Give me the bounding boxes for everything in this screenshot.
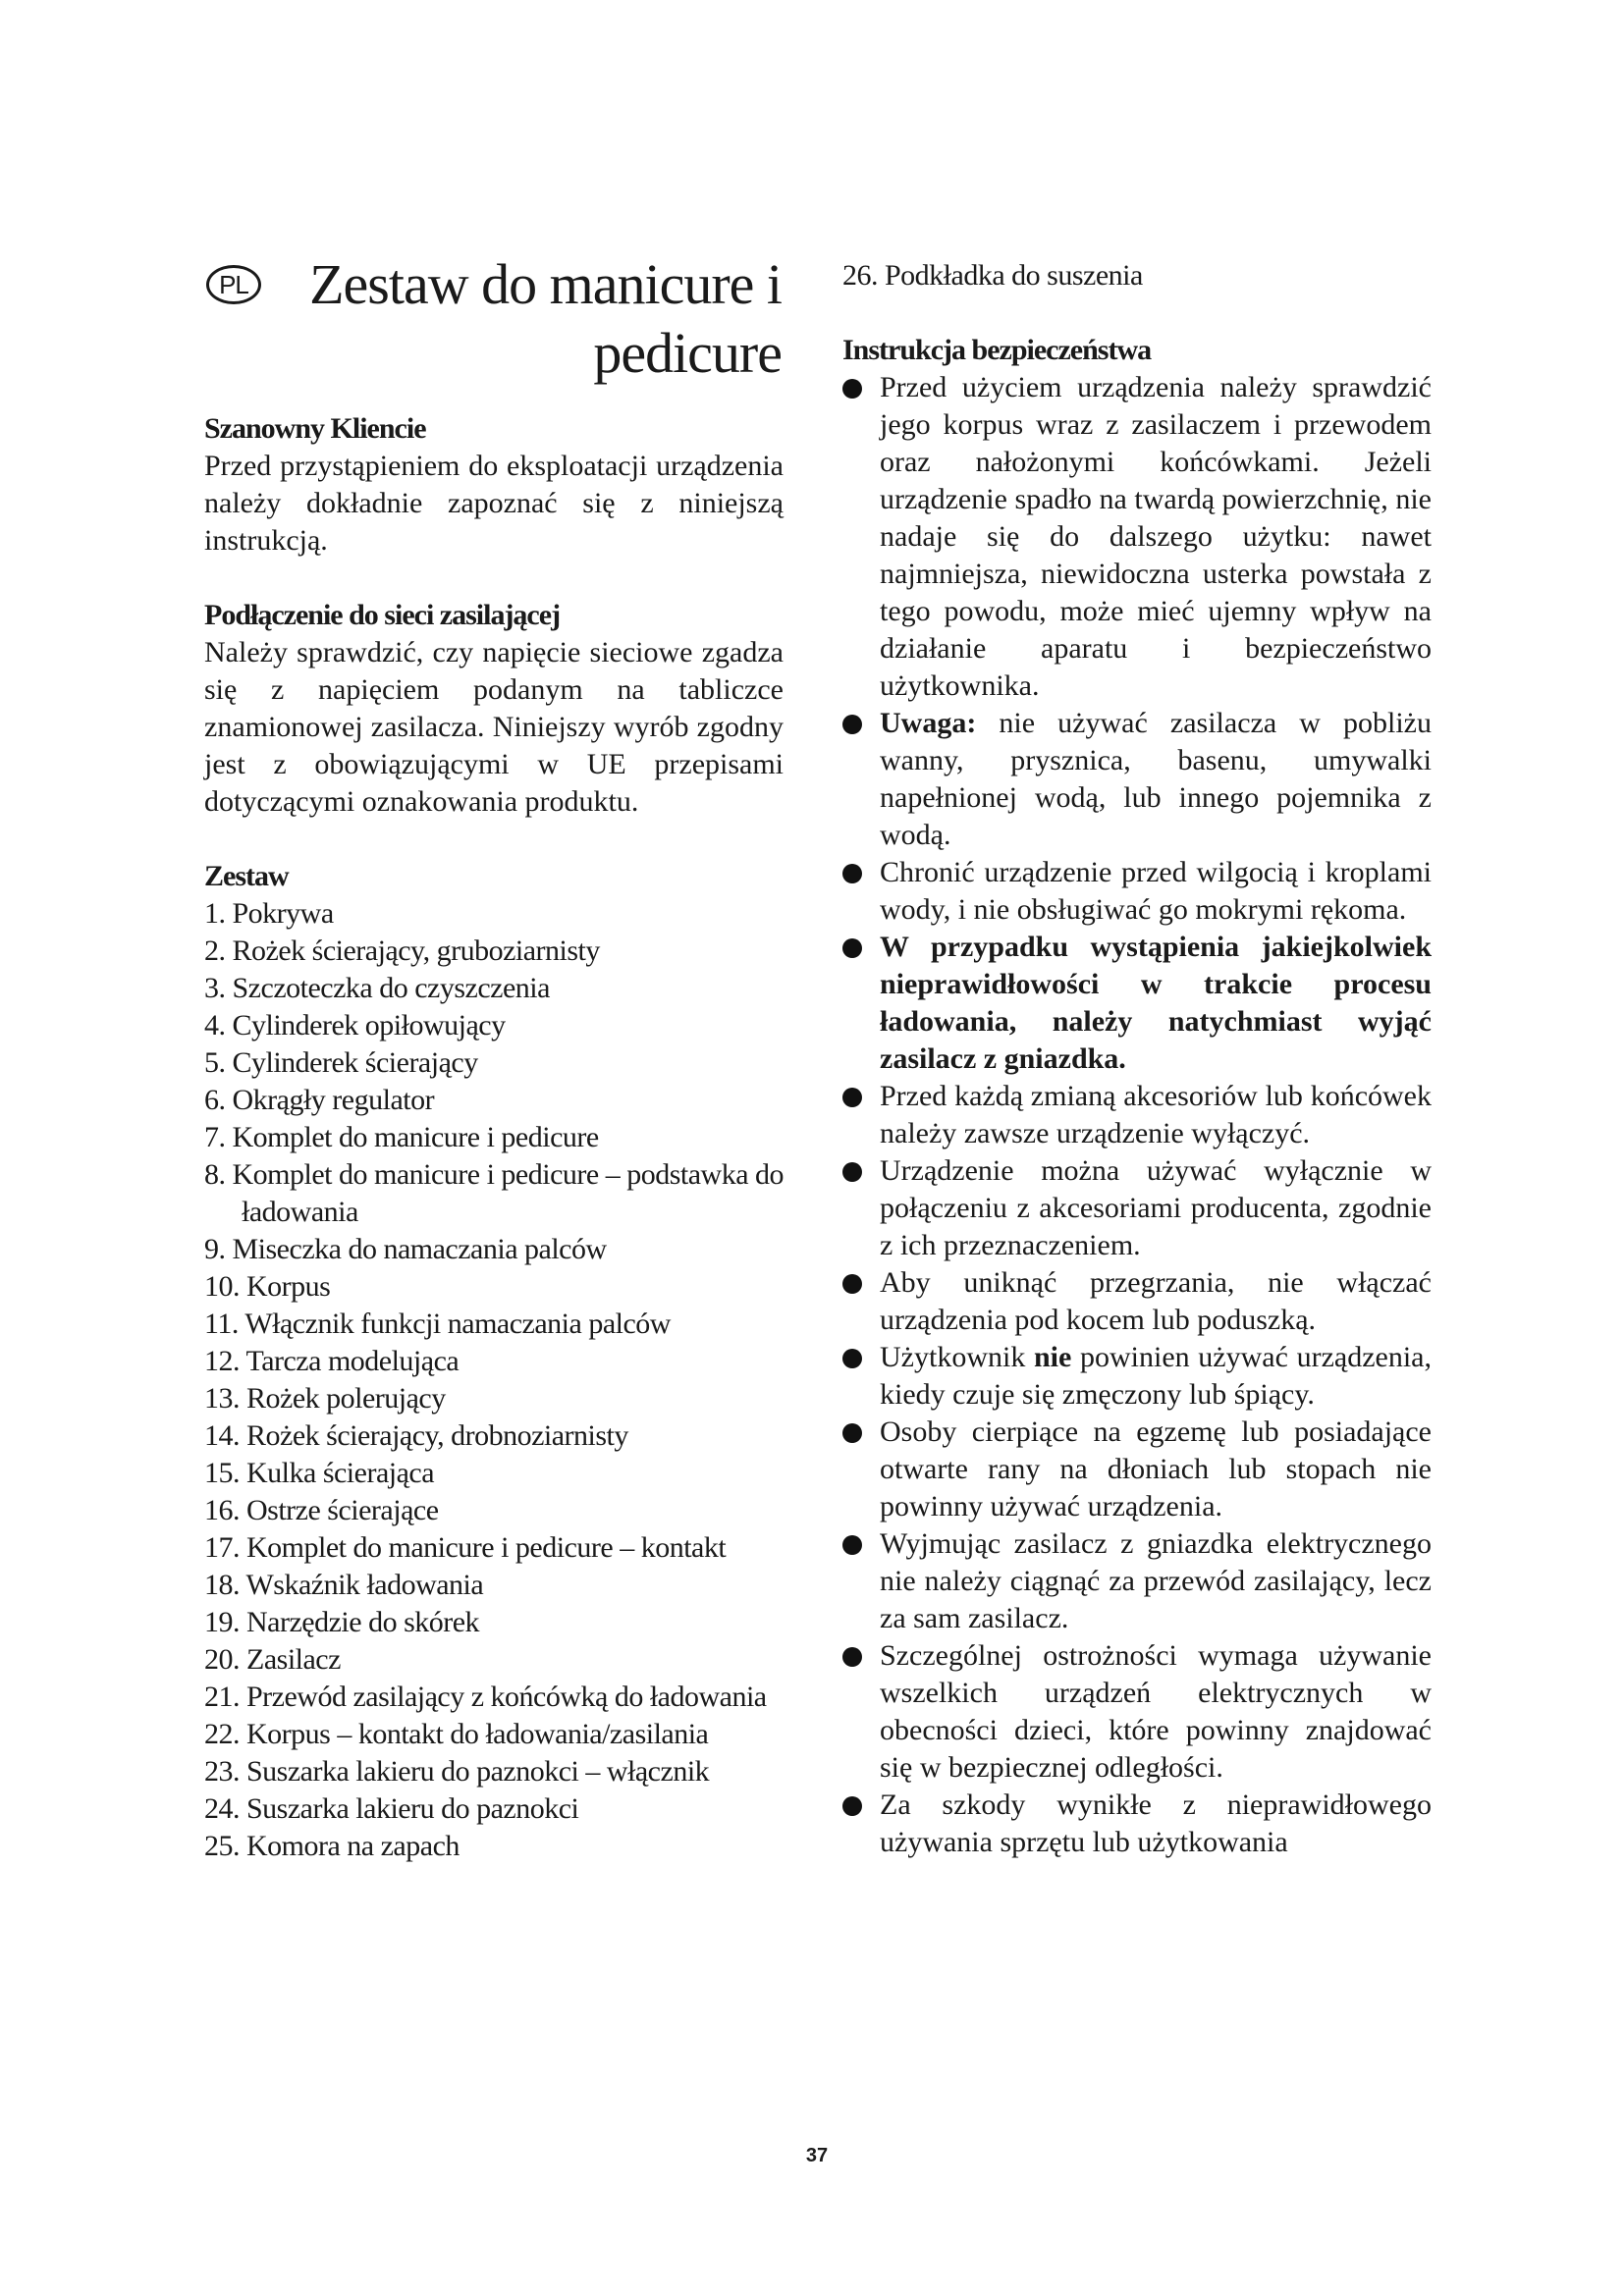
- list-item: 18. Wskaźnik ładowania: [204, 1569, 484, 1601]
- list-item: 16. Ostrze ścierające: [204, 1494, 439, 1526]
- bullet-icon: [842, 1796, 862, 1816]
- safety-list: [842, 369, 1432, 1861]
- safety-item: Urządzenie można używać wyłącznie w połączeniu z akcesoriami producenta, zgodnie z ich przeznaczeniem.: [842, 1152, 1432, 1264]
- list-item: 8. Komplet do manicure i pedicure – podstawka do ładowania: [204, 1158, 785, 1228]
- safety-item: Szczególnej ostrożności wymaga używanie wszelkich urządzeń elektrycznych w obecności dzieci, które powinny znajdować się w bezpiecznej odległości.: [842, 1637, 1432, 1787]
- list-item: 5. Cylinderek ścierający: [204, 1046, 478, 1079]
- list-item: 26. Podkładka do suszenia: [842, 259, 1143, 292]
- safety-item: Wyjmując zasilacz z gniazdka elektrycznego nie należy ciągnąć za przewód zasilający, lecz za sam zasilacz.: [842, 1525, 1432, 1637]
- bullet-icon: [842, 715, 862, 734]
- kit-list-continued: [842, 257, 1432, 294]
- list-item: 11. Włącznik funkcji namaczania palców: [204, 1308, 671, 1340]
- title-line-2: pedicure: [593, 321, 782, 385]
- list-item: 3. Szczoteczka do czyszczenia: [204, 972, 550, 1004]
- kit-list: [204, 895, 784, 1865]
- power-heading: Podłączenie do sieci zasilającej: [204, 599, 561, 631]
- list-item: 7. Komplet do manicure i pedicure: [204, 1121, 599, 1153]
- list-item: 14. Rożek ścierający, drobnoziarnisty: [204, 1419, 628, 1452]
- bullet-icon: [842, 1088, 862, 1107]
- list-item: 23. Suszarka lakieru do paznokci – włącznik: [204, 1755, 710, 1788]
- bullet-icon: [842, 864, 862, 883]
- list-item: 4. Cylinderek opiłowujący: [204, 1009, 506, 1041]
- language-badge: PL: [206, 265, 261, 304]
- list-item: 2. Rożek ścierający, gruboziarnisty: [204, 934, 600, 967]
- bullet-icon: [842, 1423, 862, 1443]
- list-item: 25. Komora na zapach: [204, 1830, 460, 1862]
- list-item: 13. Rożek polerujący: [204, 1382, 446, 1415]
- bullet-icon: [842, 1274, 862, 1294]
- safety-item: Osoby cierpiące na egzemę lub posiadające otwarte rany na dłoniach lub stopach nie powinny używać urządzenia.: [842, 1414, 1432, 1525]
- kit-heading: Zestaw: [204, 860, 289, 892]
- page-number: 37: [805, 2145, 829, 2166]
- page-title: [295, 250, 782, 388]
- list-item: 17. Komplet do manicure i pedicure – kontakt: [204, 1531, 727, 1564]
- list-item: 20. Zasilacz: [204, 1643, 341, 1676]
- list-item: 15. Kulka ścierająca: [204, 1457, 435, 1489]
- right-column: [842, 257, 1432, 1861]
- safety-item: Przed użyciem urządzenia należy sprawdzić jego korpus wraz z zasilaczem i przewodem oraz nałożonymi końcówkami. Jeżeli urządzenie spadło na twardą powierzchnię, nie nadaje się do dalszego użytku: nawet najmniejsza, niewidoczna usterka powstała z tego powodu, może mieć ujemny wpływ na działanie aparatu i bezpieczeństwo użytkownika.: [842, 369, 1432, 705]
- safety-item: Użytkownik nie powinien używać urządzenia, kiedy czuje się zmęczony lub śpiący.: [842, 1339, 1432, 1414]
- title-line-1: Zestaw do manicure i: [309, 252, 782, 316]
- safety-item: Przed każdą zmianą akcesoriów lub końcówek należy zawsze urządzenie wyłączyć.: [842, 1078, 1432, 1152]
- safety-heading: Instrukcja bezpieczeństwa: [842, 334, 1152, 366]
- list-item: 22. Korpus – kontakt do ładowania/zasilania: [204, 1718, 709, 1750]
- list-item: 21. Przewód zasilający z końcówką do ładowania: [204, 1681, 767, 1713]
- bullet-icon: [842, 938, 862, 958]
- list-item: 24. Suszarka lakieru do paznokci: [204, 1792, 579, 1825]
- bullet-icon: [842, 379, 862, 399]
- bullet-icon: [842, 1647, 862, 1667]
- bullet-icon: [842, 1535, 862, 1555]
- safety-item-warning: W przypadku wystąpienia jakiejkolwiek nieprawidłowości w trakcie procesu ładowania, należy natychmiast wyjąć zasilacz z gniazdka.: [842, 929, 1432, 1078]
- bullet-icon: [842, 1349, 862, 1368]
- list-item: 9. Miseczka do namaczania palców: [204, 1233, 607, 1265]
- list-item: 10. Korpus: [204, 1270, 331, 1303]
- safety-item: Aby uniknąć przegrzania, nie włączać urządzenia pod kocem lub poduszką.: [842, 1264, 1432, 1339]
- intro-heading: Szanowny Kliencie: [204, 412, 426, 445]
- list-item: 12. Tarcza modelująca: [204, 1345, 460, 1377]
- power-text: Należy sprawdzić, czy napięcie sieciowe zgadza się z napięciem podanym na tabliczce znamionowej zasilacza. Niniejszy wyrób zgodny jest z obowiązującymi w UE przepisami dotyczącymi oznakowania produktu.: [204, 636, 784, 818]
- list-item: 19. Narzędzie do skórek: [204, 1606, 480, 1638]
- safety-item: Za szkody wynikłe z nieprawidłowego używania sprzętu lub użytkowania: [842, 1787, 1432, 1861]
- intro-text: Przed przystąpieniem do eksploatacji urządzenia należy dokładnie zapoznać się z niniejszą instrukcją.: [204, 450, 784, 557]
- safety-item: Chronić urządzenie przed wilgocią i kroplami wody, i nie obsługiwać go mokrymi rękoma.: [842, 854, 1432, 929]
- list-item: 6. Okrągły regulator: [204, 1084, 435, 1116]
- safety-item: Uwaga: nie używać zasilacza w pobliżu wanny, prysznica, basenu, umywalki napełnionej wodą, lub innego pojemnika z wodą.: [842, 705, 1432, 854]
- list-item: 1. Pokrywa: [204, 897, 334, 930]
- bullet-icon: [842, 1162, 862, 1182]
